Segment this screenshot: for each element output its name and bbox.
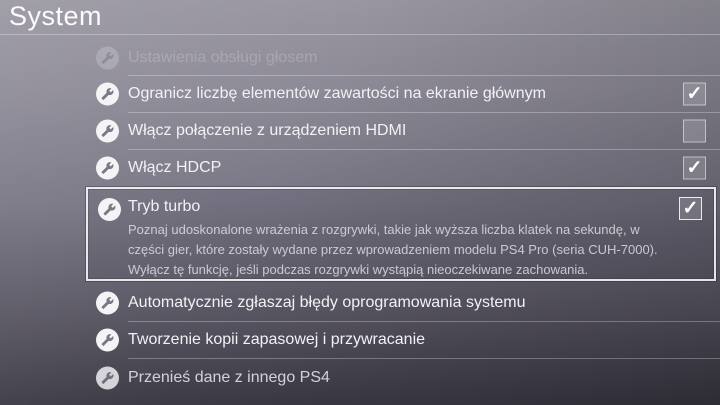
checkbox-unchecked[interactable] <box>683 119 706 142</box>
checkbox-checked[interactable] <box>683 156 706 179</box>
settings-item-label: Przenieś dane z innego PS4 <box>128 369 330 386</box>
settings-item-label: Włącz HDCP <box>128 158 222 176</box>
settings-item-hdmi-link[interactable] <box>86 112 718 149</box>
settings-item-hdcp[interactable] <box>86 149 718 186</box>
settings-item-backup-restore[interactable] <box>86 321 718 358</box>
settings-item-label: Ogranicz liczbę elementów zawartości na ekranie głównym <box>128 84 546 102</box>
settings-item-label: Ustawienia obsługi głosem <box>128 48 318 66</box>
wrench-icon <box>96 367 119 390</box>
wrench-icon <box>96 119 119 142</box>
wrench-icon <box>98 198 121 221</box>
checkmark-icon: ✓ <box>686 157 703 178</box>
settings-item-limit-home-content[interactable] <box>86 75 718 112</box>
checkmark-icon: ✓ <box>682 198 699 219</box>
settings-item-transfer-data[interactable] <box>86 358 718 398</box>
settings-item-label: Włącz połączenie z urządzeniem HDMI <box>128 121 407 139</box>
page-title: System <box>9 1 103 31</box>
wrench-icon <box>96 156 119 179</box>
wrench-icon <box>96 328 119 351</box>
settings-item-voice-operation[interactable] <box>86 40 718 75</box>
wrench-icon <box>96 291 119 314</box>
header-divider <box>0 34 720 35</box>
settings-item-label: Tworzenie kopii zapasowej i przywracanie <box>128 330 426 348</box>
checkbox-checked[interactable] <box>679 197 702 220</box>
settings-item-label: Tryb turbo <box>128 198 201 215</box>
wrench-icon <box>96 46 119 69</box>
checkmark-icon: ✓ <box>686 83 703 104</box>
settings-item-label: Automatycznie zgłaszaj błędy oprogramowania systemu <box>128 293 526 311</box>
settings-item-error-reporting[interactable] <box>86 284 718 321</box>
wrench-icon <box>96 82 119 105</box>
settings-item-description: Poznaj udoskonalone wrażenia z rozgrywki, takie jak wyższa liczba klatek na sekundę, w części gier, które zostały wydane przez wprowadzeniem modelu PS4 Pro (seria CUH-7000). Wyłącz tę funkcję, jeśli podczas rozgrywki wystąpią nieoczekiwane zachowania. <box>128 222 658 277</box>
checkbox-checked[interactable] <box>683 82 706 105</box>
settings-item-boost-mode-selected[interactable] <box>86 187 716 281</box>
